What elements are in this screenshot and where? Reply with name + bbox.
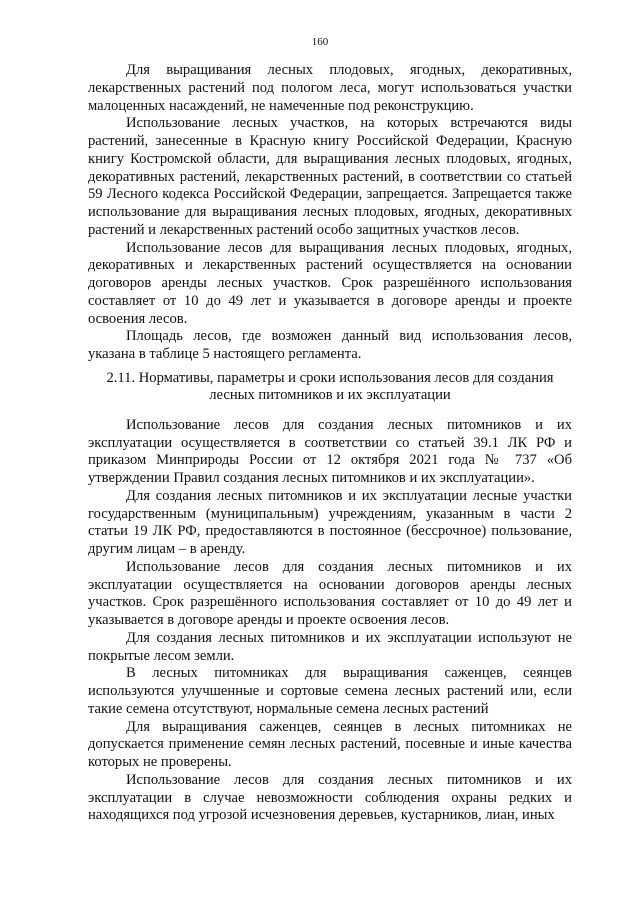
section-heading-line: лесных питомников и их эксплуатации — [209, 387, 451, 404]
paragraph: Площадь лесов, где возможен данный вид использования лесов, указана в таблице 5 настоящего регламента. — [88, 328, 572, 362]
paragraph: Для выращивания саженцев, сеянцев в лесных питомниках не допускается применение семян лесных растений, посевные и иные качества которых не проверены. — [88, 718, 572, 770]
paragraph: В лесных питомниках для выращивания саженцев, сеянцев используются улучшенные и сортовые семена лесных растений или, если такие семена отсутствуют, нормальные семена лесных растений — [88, 665, 572, 717]
section-heading-line: 2.11. Нормативы, параметры и сроки использования лесов для создания — [106, 369, 554, 386]
paragraph: Использование лесных участков, на которых встречаются виды растений, занесенные в Красную книгу Российской Федерации, Красную книгу Костромской области, для выращивания лесных плодовых, ягодных, декоративных растений, лекарственных растений, в соответствии со статьей 59 Лесного кодекса Российской Федерации, запрещается. Запрещается также использование для выращивания лесных плодовых, ягодных, декоративных растений и лекарственных растений особо защитных участков лесов. — [88, 115, 572, 238]
paragraph: Использование лесов для выращивания лесных плодовых, ягодных, декоративных и лекарственных растений осуществляется на основании договоров аренды лесных участков. Срок разрешённого использования составляет от 10 до 49 лет и указывается в договоре аренды и проекте освоения лесов. — [88, 239, 572, 327]
paragraph: Для создания лесных питомников и их эксплуатации используют не покрытые лесом земли. — [88, 629, 572, 664]
paragraph: Использование лесов для создания лесных питомников и их эксплуатации осуществляется на основании договоров аренды лесных участков. Срок разрешённого использования составляет от 10 до 49 лет и указывается в договоре аренды и проекте освоения лесов. — [88, 558, 572, 628]
document-body — [88, 62, 572, 825]
paragraph: Для выращивания лесных плодовых, ягодных, декоративных, лекарственных растений под пологом леса, могут использоваться участки малоценных насаждений, не намеченные под реконструкцию. — [88, 62, 572, 114]
section-heading — [88, 370, 572, 405]
paragraph: Использование лесов для создания лесных питомников и их эксплуатации в случае невозможности соблюдения охраны редких и находящихся под угрозой исчезновения деревьев, кустарников, лиан, иных — [88, 771, 572, 824]
page-number: 160 — [311, 36, 329, 48]
paragraph: Для создания лесных питомников и их эксплуатации лесные участки государственным (муниципальным) учреждениям, указанным в части 2 статьи 19 ЛК РФ, предоставляются в постоянное (бессрочное) пользование, другим лицам – в аренду. — [88, 487, 572, 557]
paragraph: Использование лесов для создания лесных питомников и их эксплуатации осуществляется в соответствии со статьей 39.1 ЛК РФ и приказом Минприроды России от 12 октября 2021 года № 737 «Об утверждении Правил создания лесных питомников и их эксплуатации». — [88, 416, 572, 486]
